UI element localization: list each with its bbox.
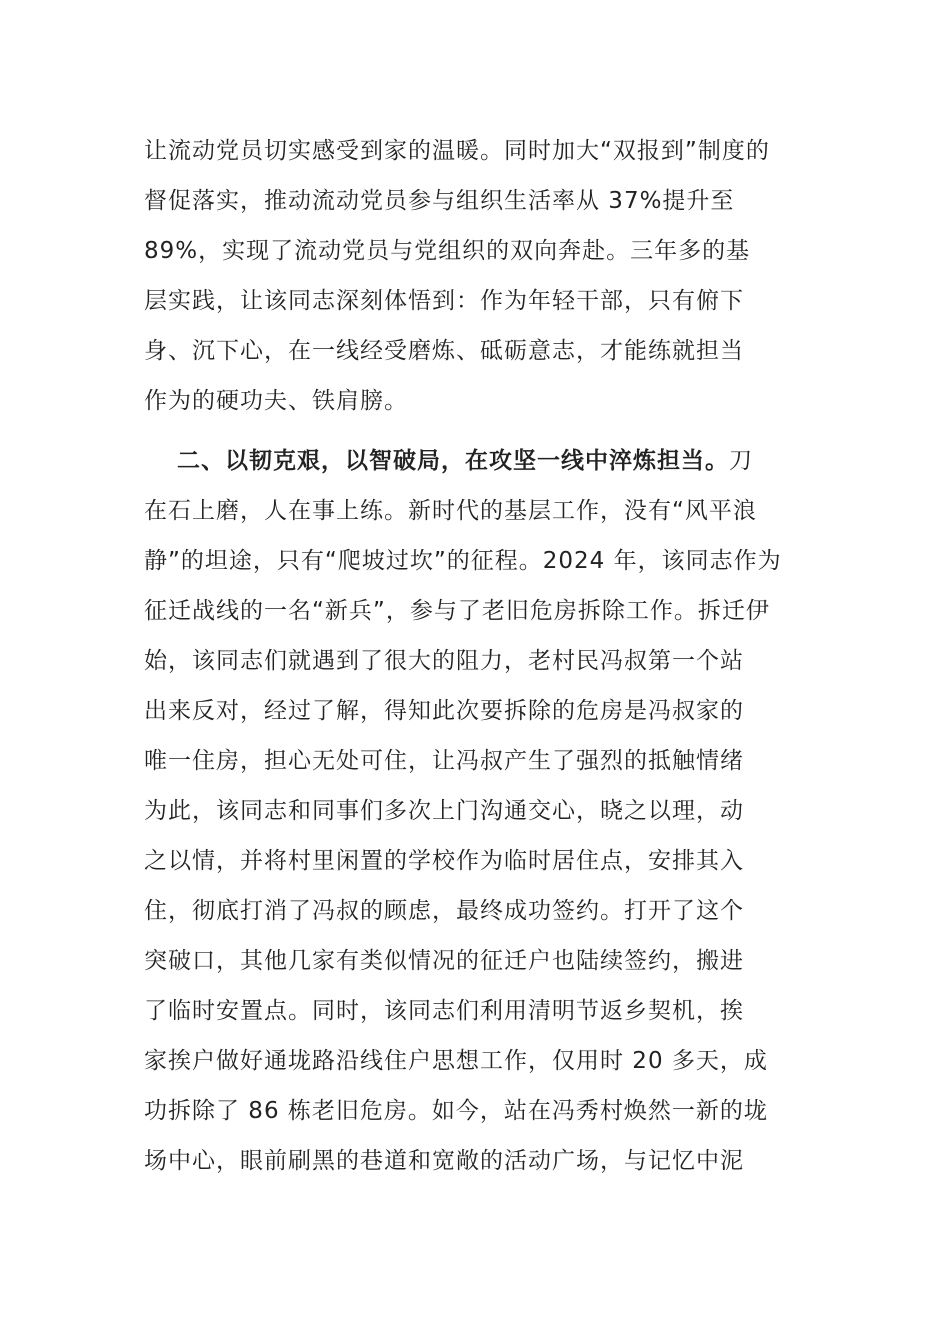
paragraph-2-line: 为此，该同志和同事们多次上门沟通交心，晓之以理，动 — [144, 798, 744, 824]
paragraph-2-line: 静”的坦途，只有“爬坡过坎”的征程。2024 年，该同志作为 — [144, 548, 782, 574]
paragraph-2-line: 家挨户做好通垅路沿线住户思想工作，仅用时 20 多天，成 — [144, 1048, 768, 1074]
paragraph-2-line: 突破口，其他几家有类似情况的征迁户也陆续签约，搬进 — [144, 948, 744, 974]
paragraph-1-line: 层实践，让该同志深刻体悟到：作为年轻干部，只有俯下 — [144, 288, 744, 314]
paragraph-1 — [144, 126, 808, 426]
paragraph-2-line: 住，彻底打消了冯叔的顾虑，最终成功签约。打开了这个 — [144, 898, 744, 924]
paragraph-1-line: 身、沉下心，在一线经受磨炼、砥砺意志，才能练就担当 — [144, 338, 744, 364]
paragraph-2-first-line — [144, 436, 808, 486]
paragraph-1-line: 89%，实现了流动党员与党组织的双向奔赴。三年多的基 — [144, 238, 751, 264]
paragraph-2-line: 唯一住房，担心无处可住，让冯叔产生了强烈的抵触情绪 — [144, 748, 744, 774]
paragraph-2-line: 之以情，并将村里闲置的学校作为临时居住点，安排其入 — [144, 848, 744, 874]
paragraph-2-line: 场中心，眼前刷黑的巷道和宽敞的活动广场，与记忆中泥 — [144, 1148, 744, 1174]
paragraph-2-first-line-rest: 刀 — [729, 448, 753, 474]
paragraph-2-line: 出来反对，经过了解，得知此次要拆除的危房是冯叔家的 — [144, 698, 744, 724]
section-heading: 二、以韧克艰，以智破局，在攻坚一线中淬炼担当。 — [177, 448, 729, 474]
paragraph-1-line: 作为的硬功夫、铁肩膀。 — [144, 388, 408, 414]
paragraph-2-line: 功拆除了 86 栋老旧危房。如今，站在冯秀村焕然一新的垅 — [144, 1098, 768, 1124]
paragraph-2-line: 在石上磨，人在事上练。新时代的基层工作，没有“风平浪 — [144, 498, 757, 524]
paragraph-2-line: 始，该同志们就遇到了很大的阻力，老村民冯叔第一个站 — [144, 648, 744, 674]
paragraph-1-line: 让流动党员切实感受到家的温暖。同时加大“双报到”制度的 — [144, 138, 770, 164]
paragraph-2 — [144, 436, 808, 1186]
paragraph-2-line: 征迁战线的一名“新兵”，参与了老旧危房拆除工作。拆迁伊 — [144, 598, 770, 624]
paragraph-1-line: 督促落实，推动流动党员参与组织生活率从 37%提升至 — [144, 188, 735, 214]
paragraph-2-line: 了临时安置点。同时，该同志们利用清明节返乡契机，挨 — [144, 998, 744, 1024]
